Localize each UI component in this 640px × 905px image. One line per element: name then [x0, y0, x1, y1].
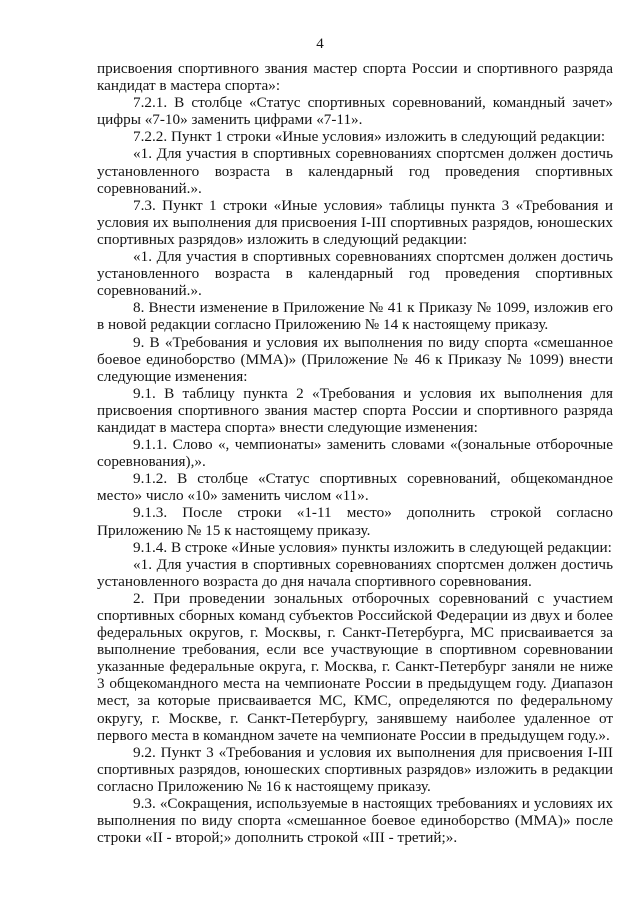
paragraph: «1. Для участия в спортивных соревнованиях спортсмен должен достичь установленного возраста в календарный год проведения спортивных соревнований.». — [97, 145, 613, 197]
paragraph: 9.1. В таблицу пункта 2 «Требования и условия их выполнения для присвоения спортивного звания мастер спорта России и спортивного разряда кандидат в мастера спорта» внести следующие изменения: — [97, 384, 613, 436]
paragraph: 9.1.1. Слово «, чемпионаты» заменить словами «(зональные отборочные соревнования),». — [97, 436, 613, 471]
paragraph: 9. В «Требования и условия их выполнения по виду спорта «смешанное боевое единоборство (ММА)» (Приложение № 46 к Приказу № 1099) внести следующие изменения: — [97, 333, 613, 385]
paragraph: «1. Для участия в спортивных соревнованиях спортсмен должен достичь установленного возраста до дня начала спортивного соревнования. — [97, 555, 613, 590]
page-number: 4 — [316, 36, 324, 52]
paragraph: 9.3. «Сокращения, используемые в настоящих требованиях и условиях их выполнения по виду спорта «смешанное боевое единоборство (ММА)» после строки «II - второй;» дополнить строкой «III - третий;». — [97, 795, 613, 847]
paragraph: 9.2. Пункт 3 «Требования и условия их выполнения для присвоения I-III спортивных разрядов, юношеских спортивных разрядов» изложить в редакции согласно Приложению № 16 к настоящему приказу. — [97, 743, 613, 795]
paragraph: присвоения спортивного звания мастер спорта России и спортивного разряда кандидат в мастера спорта»: — [97, 60, 613, 95]
paragraph: 2. При проведении зональных отборочных соревнований с участием спортивных сборных команд субъектов Российской Федерации из двух и более федеральных округов, г. Москвы, г. Санкт-Петербурга, МС присваивается за выполнение требования, если все участвующие в спортивном соревновании указанные федеральные округа, г. Москва, г. Санкт-Петербург заняли не ниже 3 общекомандного места на чемпионате России в предыдущем году. Диапазон мест, за которые присваивается МС, КМС, определяются по федеральному округу, г. Москве, г. Санкт-Петербургу, занявшему наиболее удаленное от первого места в командном зачете на чемпионате России в предыдущем году.». — [97, 589, 613, 744]
document-body — [97, 60, 613, 846]
paragraph: 7.2.1. В столбце «Статус спортивных соревнований, командный зачет» цифры «7-10» заменить цифрами «7-11». — [97, 94, 613, 129]
paragraph: 7.2.2. Пункт 1 строки «Иные условия» изложить в следующий редакции: — [133, 128, 606, 146]
paragraph: «1. Для участия в спортивных соревнованиях спортсмен должен достичь установленного возраста в календарный год проведения спортивных соревнований.». — [97, 248, 613, 300]
paragraph: 9.1.4. В строке «Иные условия» пункты изложить в следующей редакции: — [133, 538, 612, 556]
paragraph: 9.1.2. В столбце «Статус спортивных соревнований, общекомандное место» число «10» заменить числом «11». — [97, 470, 613, 505]
paragraph: 8. Внести изменение в Приложение № 41 к Приказу № 1099, изложив его в новой редакции согласно Приложению № 14 к настоящему приказу. — [97, 299, 613, 334]
paragraph: 7.3. Пункт 1 строки «Иные условия» таблицы пункта 3 «Требования и условия их выполнения для присвоения I-III спортивных разрядов, юношеских спортивных разрядов» изложить в следующий редакции: — [97, 196, 613, 248]
paragraph: 9.1.3. После строки «1-11 место» дополнить строкой согласно Приложению № 15 к настоящему приказу. — [97, 504, 613, 539]
